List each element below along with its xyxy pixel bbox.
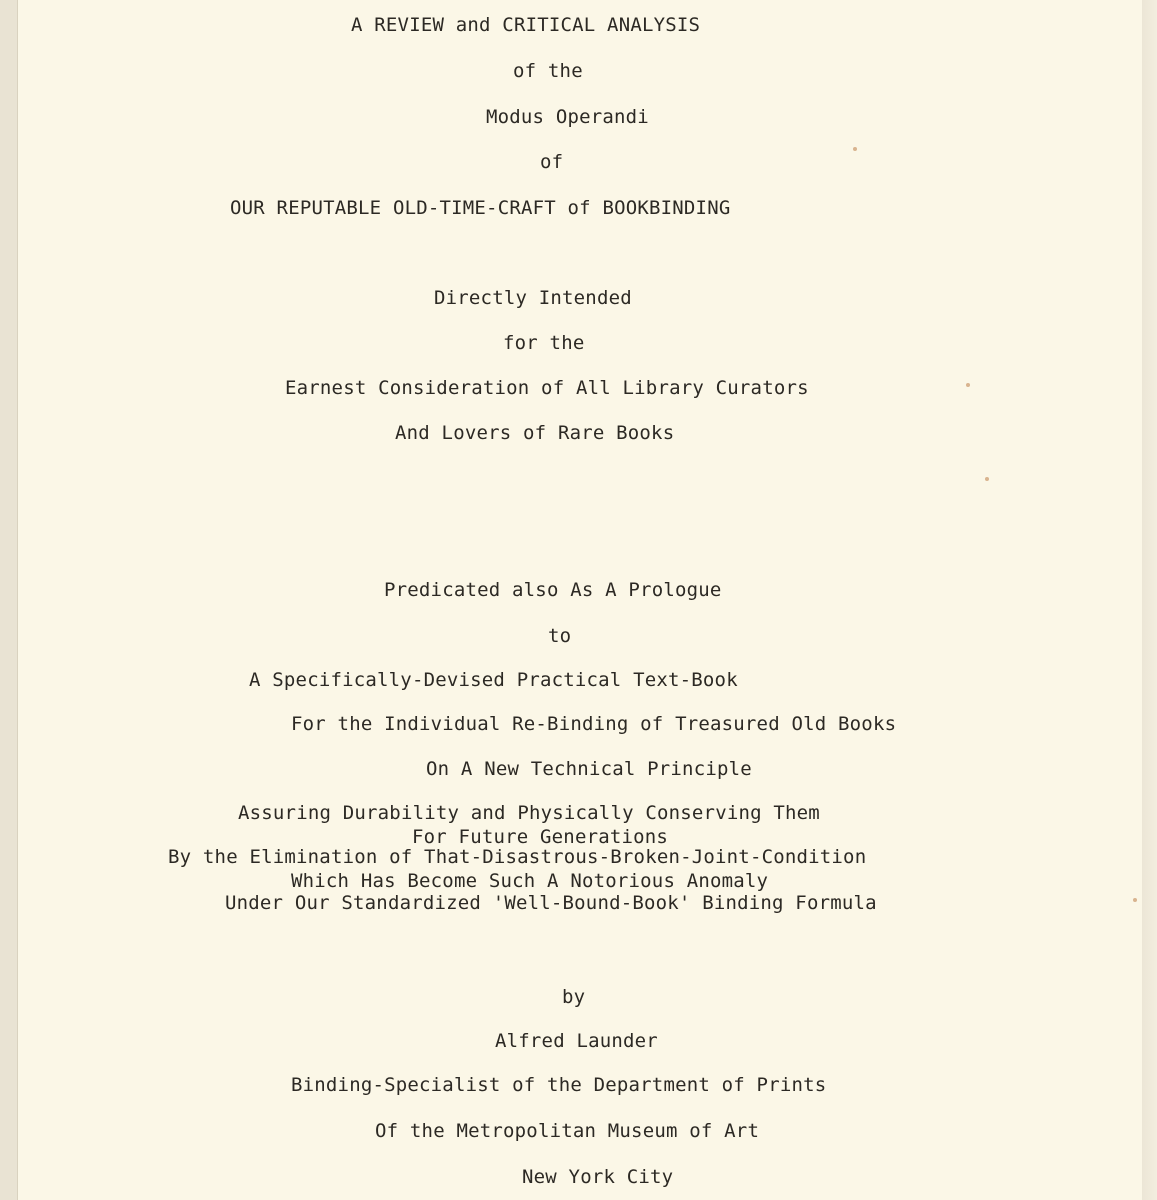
title-line-2: of the [513, 60, 583, 82]
intended-line-2: for the [503, 332, 585, 354]
intended-line-1: Directly Intended [434, 287, 632, 309]
author-city: New York City [522, 1166, 674, 1188]
prologue-line-8: By the Elimination of That-Disastrous-Broken-Joint-Condition [168, 846, 867, 868]
title-line-1: A REVIEW and CRITICAL ANALYSIS [351, 14, 701, 36]
author-institution: Of the Metropolitan Museum of Art [375, 1120, 760, 1142]
author-name: Alfred Launder [495, 1030, 658, 1052]
prologue-line-7: For Future Generations [412, 826, 669, 848]
prologue-line-2: to [548, 625, 572, 647]
prologue-line-4: For the Individual Re-Binding of Treasured Old Books [291, 713, 897, 735]
paper-speck [985, 477, 989, 481]
author-title: Binding-Specialist of the Department of Prints [291, 1074, 827, 1096]
title-line-5: OUR REPUTABLE OLD-TIME-CRAFT of BOOKBINDING [230, 197, 731, 219]
intended-line-4: And Lovers of Rare Books [395, 422, 675, 444]
title-line-3: Modus Operandi [486, 106, 649, 128]
prologue-line-5: On A New Technical Principle [426, 758, 752, 780]
prologue-line-6: Assuring Durability and Physically Conserving Them [238, 802, 820, 824]
prologue-line-1: Predicated also As A Prologue [384, 579, 722, 601]
prologue-line-3: A Specifically-Devised Practical Text-Book [249, 669, 738, 691]
prologue-line-9: Which Has Become Such A Notorious Anomaly [291, 870, 769, 892]
author-line-1: by [562, 986, 586, 1008]
title-line-4: of [540, 151, 564, 173]
prologue-line-10: Under Our Standardized 'Well-Bound-Book' Binding Formula [225, 892, 877, 914]
intended-line-3: Earnest Consideration of All Library Curators [285, 377, 809, 399]
